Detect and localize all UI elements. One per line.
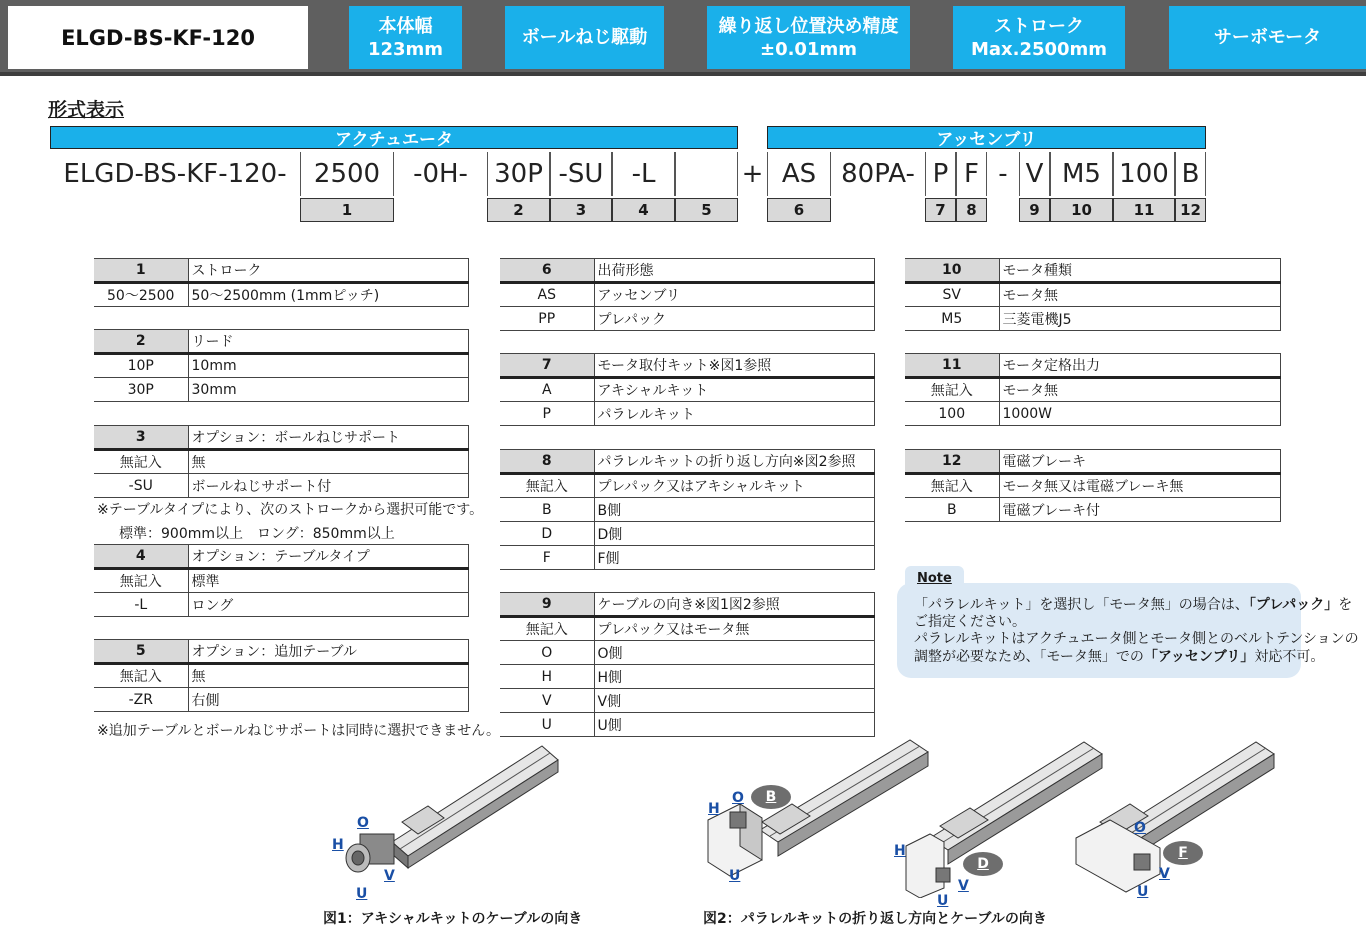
note-line: パラレルキットはアクチュエータ側とモータ側とのベルトテンションの [914, 631, 1359, 647]
table-cell: 電磁ブレーキ付 [999, 498, 1281, 522]
cable-label-v: V [1159, 866, 1170, 882]
header-divider [0, 72, 1366, 76]
note-text: 「パラレルキット」を選択し「モータ無」の場合は、 [914, 597, 1249, 613]
table-cell: SV [905, 283, 999, 307]
table-title: パラレルキットの折り返し方向※図2参照 [594, 450, 875, 474]
table-cell: アキシャルキット [594, 378, 875, 402]
cable-label-v: V [958, 878, 969, 894]
table-row [500, 283, 875, 307]
table-note: 標準：900mm以上 ロング：850mm以上 [119, 526, 395, 542]
table-cell: 1000W [999, 402, 1281, 426]
table-cell: 無記入 [905, 474, 999, 498]
table-no: 4 [94, 545, 188, 569]
table-title: モータ定格出力 [999, 354, 1281, 378]
code-kit-size: 80PA- [841, 159, 915, 189]
table-row [94, 593, 469, 617]
note-line [914, 649, 1324, 665]
figure-caption: 図2：パラレルキットの折り返し方向とケーブルの向き [703, 911, 1047, 926]
table-cell: 無 [188, 664, 469, 688]
table-cell: B [905, 498, 999, 522]
table-cell: 無記入 [500, 617, 594, 641]
table-row [905, 498, 1281, 522]
cable-label-o: O [1134, 820, 1146, 836]
option-table-brake [905, 449, 1281, 522]
table-cell: 30P [94, 378, 188, 402]
note-text: 調整が必要なため、「モータ無」での [914, 649, 1144, 665]
option-table-output [905, 353, 1281, 426]
cable-label-h: H [708, 801, 720, 817]
spec-badge-accuracy [707, 6, 910, 69]
spec-line: ボールねじ駆動 [521, 27, 648, 48]
table-cell: U [500, 713, 594, 737]
table-cell: 標準 [188, 569, 469, 593]
table-cell: A [500, 378, 594, 402]
code-number: 4 [612, 198, 675, 222]
table-row [94, 664, 469, 688]
table-row [500, 498, 875, 522]
table-row [500, 474, 875, 498]
note-text: 対応不可。 [1254, 649, 1325, 665]
table-cell: H側 [594, 665, 875, 689]
note-emphasis: 「プレパック」 [1248, 597, 1339, 613]
direction-badge-b: B [751, 785, 791, 809]
cable-label-u: U [356, 886, 368, 902]
table-no: 1 [94, 259, 188, 283]
table-cell: D [500, 522, 594, 546]
table-no: 9 [500, 593, 594, 617]
table-cell: 100 [905, 402, 999, 426]
table-cell: 無記入 [94, 664, 188, 688]
code-number: 6 [767, 198, 831, 222]
option-table-cable [500, 592, 875, 737]
table-row [500, 378, 875, 402]
code-number: 1 [300, 198, 394, 222]
option-table-stroke [94, 258, 469, 307]
option-table-direction [500, 449, 875, 570]
note-emphasis: 「アッセンブリ」 [1143, 649, 1255, 665]
table-title: ケーブルの向き※図1図2参照 [594, 593, 875, 617]
table-cell: -L [94, 593, 188, 617]
code-stroke: 2500 [300, 152, 394, 196]
section-title: 形式表示 [48, 99, 125, 121]
table-no: 7 [500, 354, 594, 378]
table-row [94, 688, 469, 712]
table-row [500, 307, 875, 331]
table-cell: プレパック又はアキシャルキット [594, 474, 875, 498]
table-row [500, 617, 875, 641]
table-cell: U側 [594, 713, 875, 737]
spec-line: 123mm [367, 38, 444, 60]
cable-label-o: O [732, 790, 744, 806]
code-shipping: AS [767, 152, 831, 196]
table-row [500, 402, 875, 426]
axial-kit-illustration [340, 738, 570, 903]
table-cell: PP [500, 307, 594, 331]
table-cell: ボールねじサポート付 [188, 474, 469, 498]
table-cell: アッセンブリ [594, 283, 875, 307]
note-text: を [1338, 597, 1353, 613]
table-cell: F [500, 546, 594, 570]
table-row [905, 402, 1281, 426]
table-row [94, 354, 469, 378]
table-no: 2 [94, 330, 188, 354]
table-cell: B側 [594, 498, 875, 522]
table-cell: F側 [594, 546, 875, 570]
table-title: 電磁ブレーキ [999, 450, 1281, 474]
table-title: 出荷形態 [594, 259, 875, 283]
table-row [500, 713, 875, 737]
spec-badge-motor [1169, 6, 1366, 69]
cable-label-u: U [1137, 884, 1149, 900]
code-brake: B [1175, 152, 1206, 196]
code-number: 7 [925, 198, 956, 222]
code-lead: 30P [487, 152, 550, 196]
note-tag: Note [905, 566, 964, 588]
code-cable: V [1019, 152, 1050, 196]
note-line: ご指定ください。 [914, 614, 1026, 630]
table-cell: モータ無又は電磁ブレーキ無 [999, 474, 1281, 498]
cable-label-h: H [894, 843, 906, 859]
table-cell: 50～2500 [94, 283, 188, 307]
code-number: 12 [1175, 198, 1206, 222]
table-cell: 50～2500mm (1mmピッチ) [188, 283, 469, 307]
spec-line: 本体幅 [378, 15, 433, 37]
table-cell: V [500, 689, 594, 713]
table-cell: M5 [905, 307, 999, 331]
table-title: ストローク [188, 259, 469, 283]
table-row [94, 283, 469, 307]
table-cell: -ZR [94, 688, 188, 712]
table-row [905, 378, 1281, 402]
direction-badge-f: F [1163, 841, 1203, 865]
table-row [94, 450, 469, 474]
table-note: ※テーブルタイプにより、次のストロークから選択可能です。 [97, 502, 484, 518]
code-number: 10 [1050, 198, 1113, 222]
table-row [94, 474, 469, 498]
table-cell: 右側 [188, 688, 469, 712]
spec-line: ±0.01mm [759, 38, 857, 60]
spec-line: 繰り返し位置決め精度 [718, 15, 899, 37]
table-cell: P [500, 402, 594, 426]
table-no: 3 [94, 426, 188, 450]
cable-label-u: U [729, 868, 741, 884]
table-title: オプション：追加テーブル [188, 640, 469, 664]
code-number: 5 [675, 198, 738, 222]
note-box [897, 583, 1359, 678]
cable-label-v: V [384, 868, 395, 884]
table-cell: プレパック又はモータ無 [594, 617, 875, 641]
table-row [500, 546, 875, 570]
spec-header [0, 0, 1366, 76]
table-cell: 30mm [188, 378, 469, 402]
code-direction: F [956, 152, 987, 196]
table-cell: 三菱電機J5 [999, 307, 1281, 331]
table-cell: パラレルキット [594, 402, 875, 426]
table-no: 12 [905, 450, 999, 474]
code-number: 9 [1019, 198, 1050, 222]
table-cell: モータ無 [999, 283, 1281, 307]
table-row [905, 307, 1281, 331]
table-row [500, 522, 875, 546]
option-table-motor [905, 258, 1281, 331]
table-cell: プレパック [594, 307, 875, 331]
assembly-band: アッセンブリ [767, 126, 1206, 149]
table-no: 10 [905, 259, 999, 283]
table-cell: ロング [188, 593, 469, 617]
table-no: 8 [500, 450, 594, 474]
cable-label-u: U [937, 893, 949, 909]
table-no: 11 [905, 354, 999, 378]
code-motor: M5 [1050, 152, 1113, 196]
table-cell: -SU [94, 474, 188, 498]
code-number: 8 [956, 198, 987, 222]
spec-badge-drive [505, 6, 664, 69]
table-no: 5 [94, 640, 188, 664]
table-cell: モータ無 [999, 378, 1281, 402]
spec-line: ストローク [994, 15, 1084, 37]
option-table-lead [94, 329, 469, 402]
code-output: 100 [1113, 152, 1175, 196]
table-cell: O [500, 641, 594, 665]
note-line [914, 597, 1352, 613]
table-row [500, 665, 875, 689]
code-plus: + [741, 159, 764, 189]
code-number: 2 [487, 198, 550, 222]
spec-line: サーボモータ [1213, 27, 1322, 48]
table-title: リード [188, 330, 469, 354]
option-table-support [94, 425, 469, 498]
table-row [905, 283, 1281, 307]
option-table-shipping [500, 258, 875, 331]
table-cell: 無記入 [905, 378, 999, 402]
actuator-band: アクチュエータ [50, 126, 738, 149]
option-table-kit [500, 353, 875, 426]
table-cell: 無記入 [500, 474, 594, 498]
code-base: ELGD-BS-KF-120- [63, 159, 287, 189]
table-cell: V側 [594, 689, 875, 713]
code-kit: P [925, 152, 956, 196]
table-cell: 無記入 [94, 569, 188, 593]
code-table: -L [612, 152, 675, 196]
table-row [905, 474, 1281, 498]
table-row [94, 378, 469, 402]
code-sep: -0H- [413, 159, 468, 189]
direction-badge-d: D [963, 852, 1003, 876]
table-cell: AS [500, 283, 594, 307]
table-title: モータ種類 [999, 259, 1281, 283]
table-cell: 無記入 [94, 450, 188, 474]
table-cell: B [500, 498, 594, 522]
table-title: モータ取付キット※図1参照 [594, 354, 875, 378]
spec-badge-width [349, 6, 462, 69]
table-cell: 10mm [188, 354, 469, 378]
code-support: -SU [550, 152, 612, 196]
table-title: オプション：テーブルタイプ [188, 545, 469, 569]
spec-badge-stroke [953, 6, 1125, 69]
option-table-tabletype [94, 544, 469, 617]
table-note: ※追加テーブルとボールねじサポートは同時に選択できません。 [97, 723, 501, 739]
table-row [500, 689, 875, 713]
table-row [500, 641, 875, 665]
table-cell: O側 [594, 641, 875, 665]
product-title: ELGD-BS-KF-120 [8, 6, 308, 69]
figure-caption: 図1：アキシャルキットのケーブルの向き [323, 911, 583, 926]
option-table-extra [94, 639, 469, 712]
table-title: オプション：ボールねじサポート [188, 426, 469, 450]
table-cell: 10P [94, 354, 188, 378]
code-extra [675, 152, 738, 196]
cable-label-h: H [332, 837, 344, 853]
spec-line: Max.2500mm [970, 38, 1108, 60]
code-number: 3 [550, 198, 612, 222]
cable-label-o: O [357, 815, 369, 831]
code-number: 11 [1113, 198, 1175, 222]
table-cell: D側 [594, 522, 875, 546]
table-cell: H [500, 665, 594, 689]
table-cell: 無 [188, 450, 469, 474]
parallel-kit-f-illustration [1070, 738, 1290, 893]
code-sep2: - [998, 159, 1008, 189]
table-no: 6 [500, 259, 594, 283]
table-row [94, 569, 469, 593]
